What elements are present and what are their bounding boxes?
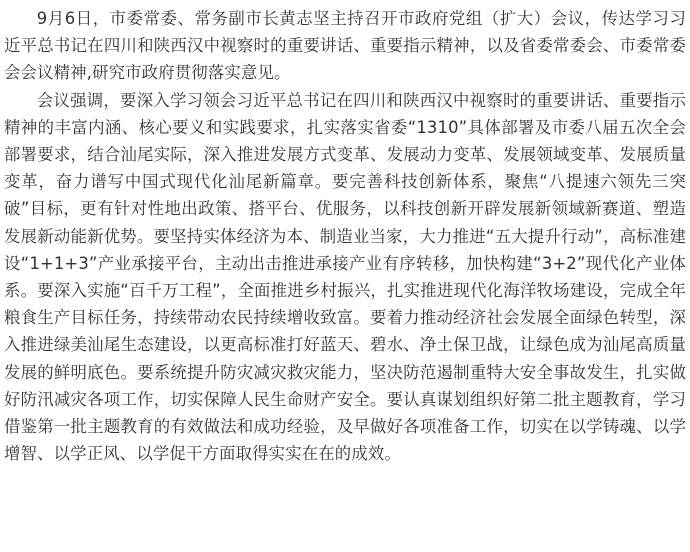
article-paragraph-1: 9月6日，市委常委、常务副市长黄志坚主持召开市政府党组（扩大）会议，传达学习习近平总书记在四川和陕西汉中视察时的重要讲话、重要指示精神，以及省委常委会、市委常委会会议精神,研究市政府贯彻落实意见。 — [4, 9, 686, 83]
article-paragraph-2: 会议强调，要深入学习领会习近平总书记在四川和陕西汉中视察时的重要讲话、重要指示精神的丰富内涵、核心要义和实践要求，扎实落实省委“1310”具体部署及市委八届五次全会部署要求，结合汕尾实际，深入推进发展方式变革、发展动力变革、发展领域变革、发展质量变革，奋力谱写中国式现代化汕尾新篇章。要完善科技创新体系，聚焦“八提速六领先三突破”目标，更有针对性地出政策、搭平台、优服务，以科技创新开辟发展新领域新赛道、塑造发展新动能新优势。要坚持实体经济为本、制造业当家，大力推进“五大提升行动”，高标准建设“1+1+3”产业承接平台，主动出击推进承接产业有序转移，加快构建“3+2”现代化产业体系。要深入实施“百千万工程”，全面推进乡村振兴，扎实推进现代化海洋牧场建设，完成全年粮食生产目标任务，持续带动农民持续增收致富。要着力推动经济社会发展全面绿色转型，深入推进绿美汕尾生态建设，以更高标准打好蓝天、碧水、净土保卫战，让绿色成为汕尾高质量发展的鲜明底色。要系统提升防灾减灾救灾能力，坚决防范遏制重特大安全事故发生，扎实做好防汛减灾各项工作，切实保障人民生命财产安全。要认真谋划组织好第二批主题教育，学习借鉴第一批主题教育的有效做法和成功经验，及早做好各项准备工作，切实在以学铸魂、以学增智、以学正风、以学促干方面取得实实在在的成效。 — [4, 90, 686, 464]
article-body — [4, 5, 686, 467]
